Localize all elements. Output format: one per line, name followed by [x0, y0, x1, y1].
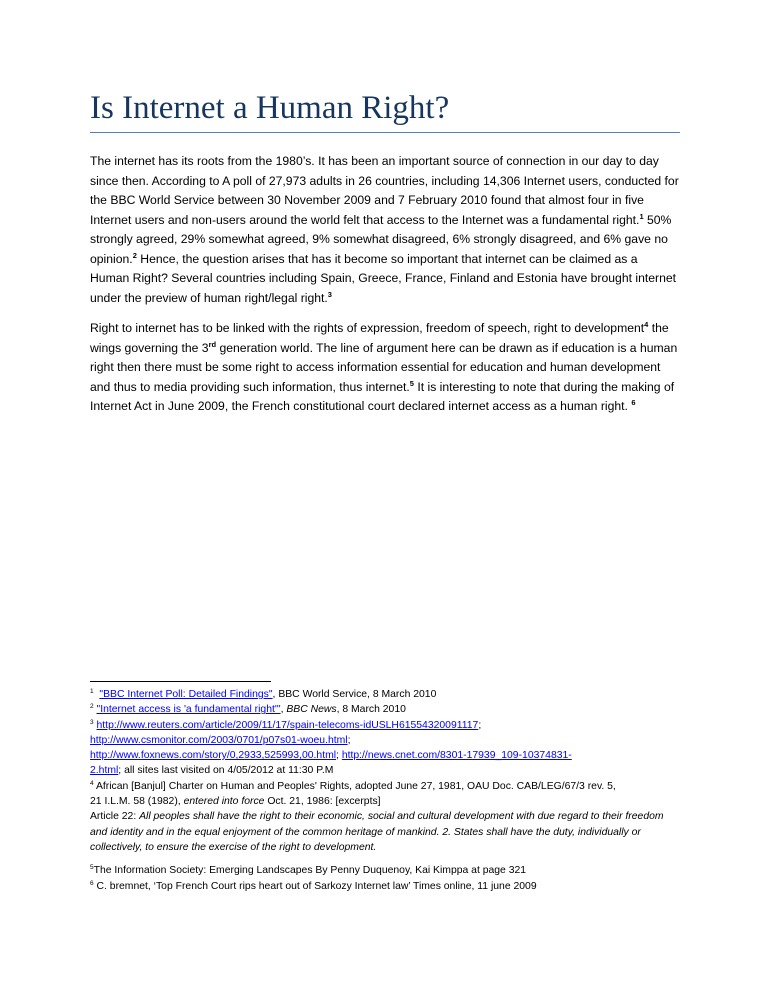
footnote-ref-2[interactable]: 2	[132, 250, 137, 260]
footnote-3-line-1	[90, 718, 680, 733]
article-22-label: Article 22:	[90, 811, 140, 823]
article-22-text: All peoples shall have the right to their economic, social and cultural development with due regard to their freedom and identity and in the equal enjoyment of the common heritage of mankind. 2. States shall have the duty, individually or collectively, to ensure the exercise of the right to development.	[90, 811, 664, 853]
footnote-1-text: , BBC World Service, 8 March 2010	[272, 689, 437, 700]
footnote-2-link[interactable]: "Internet access is 'a fundamental right'"	[96, 704, 281, 716]
footnote-4-text-3: Oct. 21, 1986: [excerpts]	[264, 796, 381, 808]
footnote-3-separator: ;	[478, 719, 482, 731]
footnote-2	[90, 702, 680, 717]
footnote-number: 5	[90, 864, 94, 872]
footnote-4-line-1	[90, 779, 680, 794]
footnote-3-separator: ;	[347, 734, 351, 746]
p1-text-1: The internet has its roots from the 1980’s. It has been an important source of connection in our day to day since then. According to A poll of 27,973 adults in 26 countries, including 14,306 Internet users, conducted for the BBC World Service between 30 November 2009 and 7 February 2010 found that almost four in five Internet users and non-users around the world felt that access to the Internet was a fundamental right.	[90, 154, 679, 227]
footnote-5	[90, 863, 680, 878]
footnote-4-line-2	[90, 794, 680, 809]
footnote-5-text: The Information Society: Emerging Landscapes By Penny Duquenoy, Kai Kimppa at page 321	[93, 865, 527, 877]
footnote-3-line-4	[90, 763, 680, 778]
footnote-number: 2	[90, 703, 94, 711]
footnote-1-link[interactable]: "BBC Internet Poll: Detailed Findings"	[99, 689, 273, 700]
footnote-3-separator: ;	[336, 750, 342, 762]
p2-text-3: generation world. The line of argument here can be drawn as if education is a human right then there must be some right to access information essential for education and human development and thus to media providing such information, thus internet.	[90, 340, 678, 394]
footnote-1	[90, 687, 680, 702]
footnote-3-link-foxnews[interactable]: http://www.foxnews.com/story/0,2933,525993,00.html	[90, 750, 337, 762]
footnote-ref-5[interactable]: 5	[409, 378, 414, 388]
footnote-separator	[90, 681, 271, 682]
footnote-ref-6[interactable]: 6	[631, 398, 636, 407]
ordinal-suffix: rd	[208, 339, 217, 349]
p2-text-4: It is interesting to note that during the making of Internet Act in June 2009, the French constitutional court declared internet access as a human right.	[90, 379, 675, 413]
footnote-2-text: , 8 March 2010	[336, 704, 406, 716]
footnote-ref-1[interactable]: 1	[639, 211, 644, 221]
p1-text-3: Hence, the question arises that has it become so important that internet can be claimed as a Human Right? Several countries including Spain, Greece, France, Finland and Estonia have brought internet under the preview of human right/legal right.	[90, 251, 677, 305]
footnote-number: 4	[90, 779, 94, 787]
footnote-3-line-3	[90, 748, 680, 763]
footnote-2-separator: ,	[280, 704, 287, 716]
footnote-4-italic: entered into force	[183, 796, 265, 808]
footnote-3-text: ; all sites last visited on 4/05/2012 at 11:30 P.M	[118, 765, 334, 777]
footnote-4-text-1: African [Banjul] Charter on Human and Peoples' Rights, adopted June 27, 1981, OAU Doc. CAB/LEG/67/3 rev. 5,	[93, 780, 616, 792]
footnote-number: 1	[90, 688, 94, 695]
footnote-3-link-reuters[interactable]: http://www.reuters.com/article/2009/11/17/spain-telecoms-idUSLH61554320091117	[96, 719, 479, 731]
footnote-6	[90, 879, 680, 894]
footnote-ref-4[interactable]: 4	[644, 320, 649, 329]
footnote-3-link-cnet[interactable]: http://news.cnet.com/8301-17939_109-10374831-	[341, 750, 572, 762]
footnote-6-text: C. bremnet, ‘Top French Court rips heart out of Sarkozy Internet law’ Times online, 11 june 2009	[93, 880, 537, 892]
footnote-4-article-22	[90, 809, 680, 855]
footnote-4-text-2: 21 I.L.M. 58 (1982),	[90, 796, 184, 808]
footnotes	[90, 687, 680, 894]
paragraph-2	[90, 319, 680, 417]
document-title: Is Internet a Human Right?	[90, 90, 450, 126]
footnote-3-link-cnet-continued[interactable]: 2.html	[90, 765, 119, 777]
footnote-number: 3	[90, 718, 94, 726]
footnote-3-link-csmonitor[interactable]: http://www.csmonitor.com/2003/0701/p07s01-woeu.html	[90, 734, 348, 746]
footnote-ref-3[interactable]: 3	[327, 289, 332, 299]
p1-text-2: 50% strongly agreed, 29% somewhat agreed, 9% somewhat disagreed, 6% strongly disagreed, and 6% gave no opinion.	[90, 212, 672, 266]
p2-text-2: the wings governing the 3	[90, 321, 669, 355]
paragraph-1	[90, 152, 680, 308]
footnote-2-source: BBC News	[286, 704, 337, 716]
footnote-number: 6	[90, 879, 94, 887]
title-underline	[90, 132, 680, 133]
footnote-3-line-2	[90, 733, 680, 748]
p2-text-1: Right to internet has to be linked with the rights of expression, freedom of speech, right to development	[90, 321, 645, 335]
